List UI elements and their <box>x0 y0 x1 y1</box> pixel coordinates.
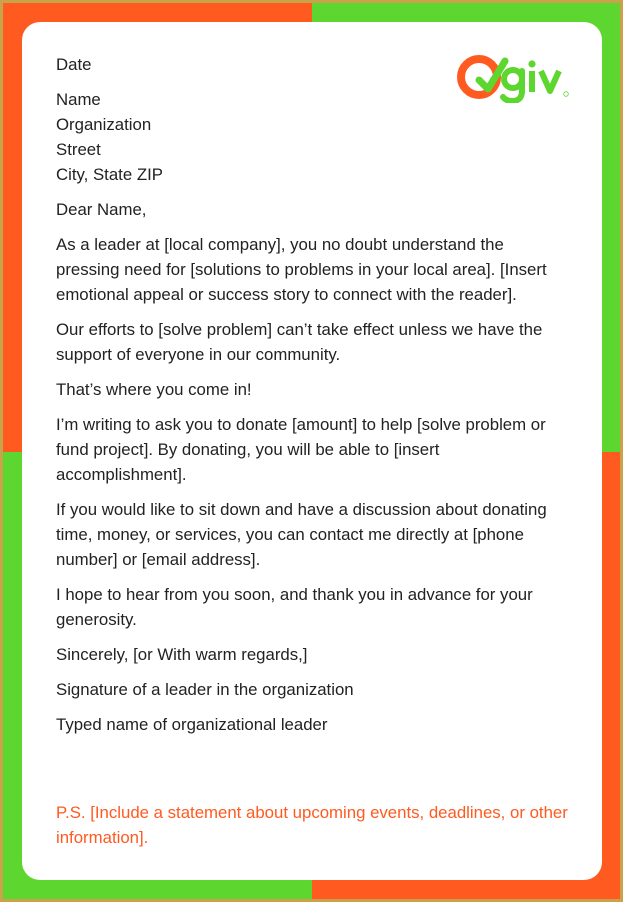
body-paragraph: That’s where you come in! <box>56 380 252 399</box>
recipient-address <box>56 87 571 187</box>
salutation: Dear Name, <box>56 200 147 219</box>
body-paragraph: If you would like to sit down and have a discussion about donating time, money, or services, you can contact me directly at [phone number] or [email address]. <box>56 500 547 569</box>
letter-body <box>56 52 571 737</box>
address-line: City, State ZIP <box>56 165 163 184</box>
signature-line: Signature of a leader in the organization <box>56 680 354 699</box>
date-line: Date <box>56 55 92 74</box>
address-line: Name <box>56 90 101 109</box>
address-line: Street <box>56 140 101 159</box>
closing: Sincerely, [or With warm regards,] <box>56 645 308 664</box>
body-paragraph: Our efforts to [solve problem] can’t take effect unless we have the support of everyone in our community. <box>56 320 543 364</box>
body-paragraph: I’m writing to ask you to donate [amount] to help [solve problem or fund project]. By donating, you will be able to [insert accomplishment]. <box>56 415 546 484</box>
address-line: Organization <box>56 115 152 134</box>
body-paragraph: As a leader at [local company], you no doubt understand the pressing need for [solutions to problems in your local area]. [Insert emotional appeal or success story to connect with the reader]. <box>56 235 547 304</box>
body-paragraph: I hope to hear from you soon, and thank you in advance for your generosity. <box>56 585 533 629</box>
postscript: P.S. [Include a statement about upcoming events, deadlines, or other information]. <box>56 803 568 847</box>
typed-name-line: Typed name of organizational leader <box>56 715 328 734</box>
